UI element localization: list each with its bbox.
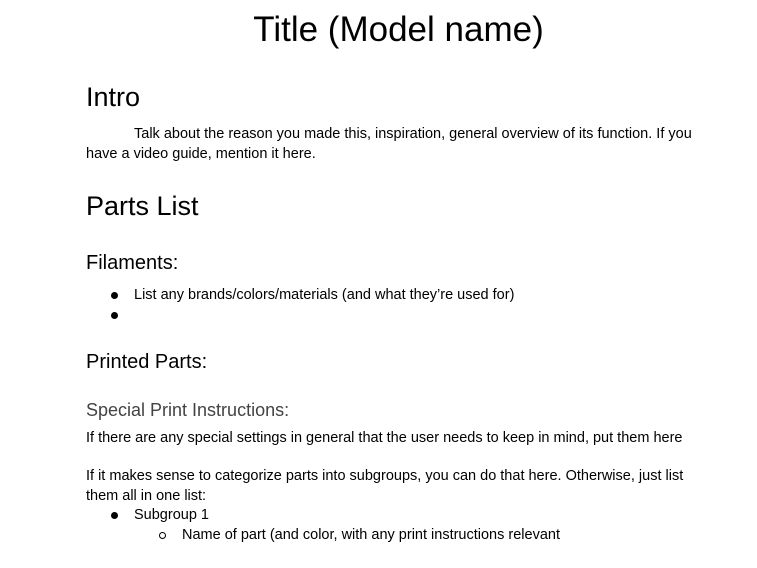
- heading-parts-list: Parts List: [86, 191, 199, 221]
- bullet-icon: [111, 512, 118, 519]
- part-list-item: Name of part (and color, with any print instructions relevant: [182, 527, 560, 543]
- heading-special-print-instructions: Special Print Instructions:: [86, 400, 290, 420]
- filament-list-item: List any brands/colors/materials (and what they’re used for): [134, 287, 515, 303]
- bullet-icon: [111, 312, 118, 319]
- heading-intro: Intro: [86, 82, 141, 112]
- bullet-icon: [111, 292, 118, 299]
- heading-printed-parts: Printed Parts:: [86, 351, 208, 373]
- subgroup-label: Subgroup 1: [134, 507, 209, 523]
- intro-paragraph: Talk about the reason you made this, inspiration, general overview of its function. If you have a video guide, mention it here.: [86, 126, 692, 162]
- heading-filaments: Filaments:: [86, 252, 179, 274]
- hollow-bullet-icon: [159, 532, 166, 539]
- document-title: Title (Model name): [253, 10, 544, 49]
- subgroup-paragraph: If it makes sense to categorize parts into subgroups, you can do that here. Otherwise, just list them all in one list:: [86, 468, 684, 504]
- special-instructions-paragraph: If there are any special settings in general that the user needs to keep in mind, put them here: [86, 430, 683, 446]
